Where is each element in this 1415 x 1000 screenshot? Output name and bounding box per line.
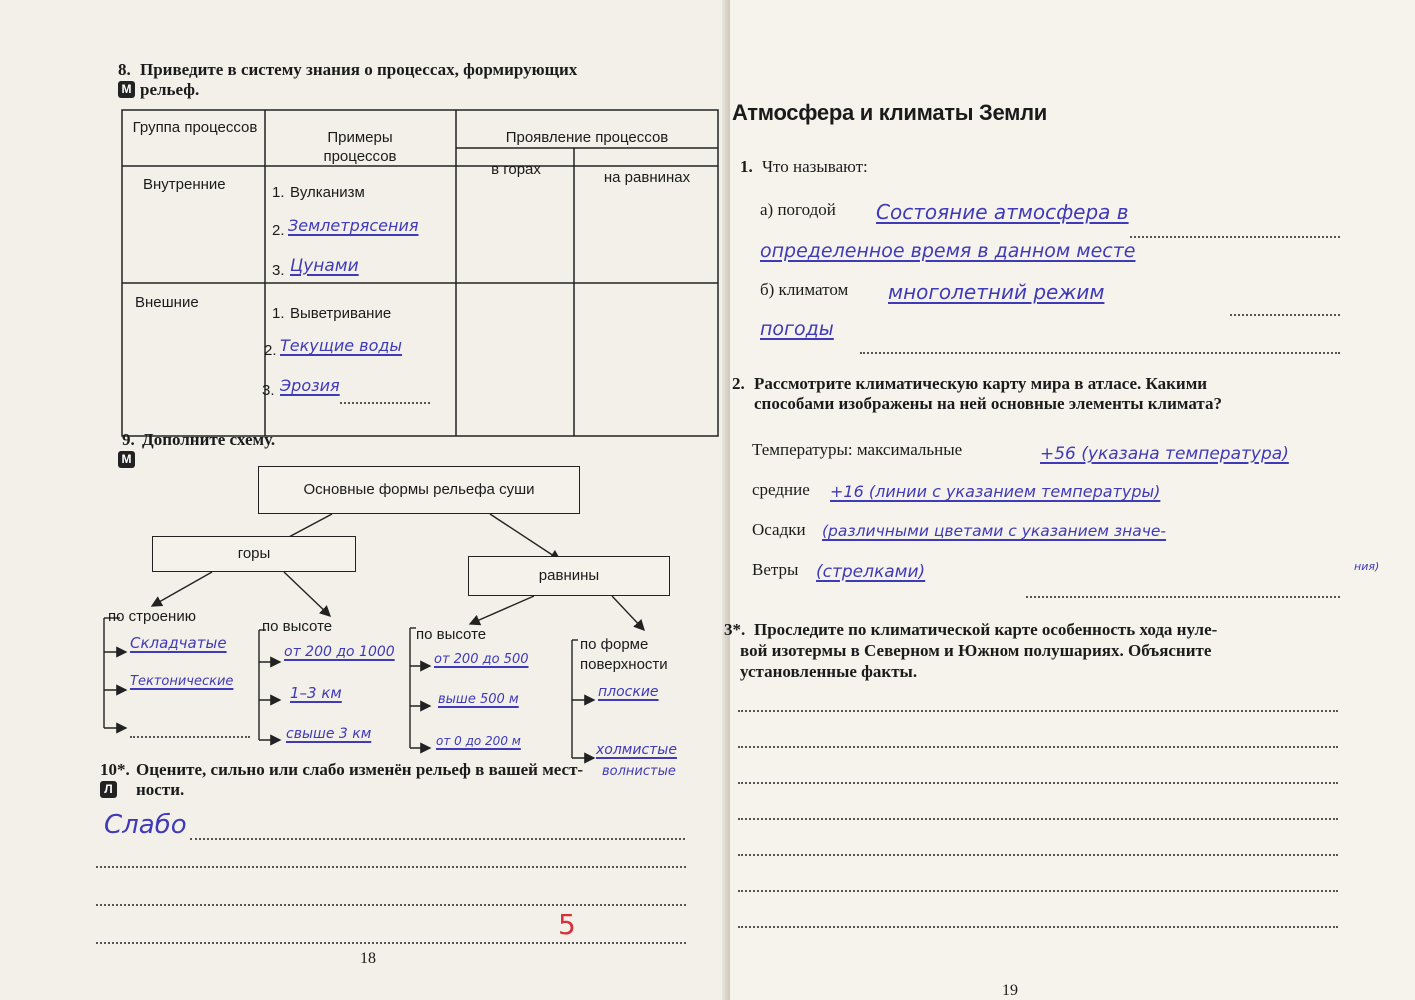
scheme-by-height-plains: по высоте [416, 626, 487, 643]
task1-number: 1. [740, 157, 753, 176]
task9-badge: М [118, 451, 135, 468]
scheme-answer: от 200 до 1000 [284, 644, 395, 660]
task8-number: 8. [118, 60, 131, 79]
table-header-examples: Примеры процессов [323, 129, 397, 165]
task1-a-label: а) погодой [760, 200, 836, 219]
answer-dotted-line [96, 866, 686, 868]
task2-text-line1: Рассмотрите климатическую карту мира в атласе. Какими [754, 374, 1208, 393]
scheme-answer: от 200 до 500 [434, 652, 529, 667]
answer-dotted-line [96, 904, 686, 906]
answer-dotted-line [738, 746, 1338, 748]
table-header-group: Группа процессов [132, 119, 258, 136]
task10-text-line2: ности. [136, 780, 185, 799]
table-item-answer: Цунами [290, 256, 359, 276]
task8-text-line2: рельеф. [140, 80, 200, 99]
table-item-num: 1. [272, 305, 285, 322]
scheme-answer: Складчатые [130, 634, 227, 652]
scheme-plains-box: равнины [468, 556, 670, 596]
task8-text-line1: Приведите в систему знания о процессах, формирующих [140, 60, 578, 79]
task2-temp-max-answer: +56 (указана температура) [1040, 444, 1289, 464]
table-item-printed: Вулканизм [290, 184, 365, 201]
task10-answer: Слабо [104, 810, 187, 840]
answer-dotted-line [738, 926, 1338, 928]
task1-a-answer: определенное время в данном месте [760, 240, 1136, 262]
answer-dotted-line [1130, 236, 1340, 238]
answer-dotted-line [190, 838, 685, 840]
scheme-answer: плоские [598, 684, 659, 700]
task2-wind-answer: (стрелками) [816, 562, 926, 582]
table-item-printed: Выветривание [290, 305, 392, 322]
task1-b-label: б) климатом [760, 280, 849, 299]
answer-dotted-line [130, 736, 250, 738]
table-header-plains: на равнинах [603, 169, 691, 186]
task2-precip-label: Осадки [752, 520, 806, 539]
answer-dotted-line [738, 782, 1338, 784]
scheme-by-height-mountains: по высоте [262, 618, 333, 635]
page-number-left: 18 [360, 950, 376, 967]
table-item-num: 3. [262, 382, 275, 399]
task3-text-line3: установленные факты. [740, 662, 918, 681]
table-row-internal-group: Внутренние [143, 176, 226, 193]
scheme-answer: холмистые [596, 742, 677, 758]
chapter-title: Атмосфера и климаты Земли [732, 100, 1048, 125]
table-item-answer: Землетрясения [288, 216, 419, 235]
scheme-by-surface-2: поверхности [580, 656, 668, 673]
page-number-right: 19 [1002, 982, 1018, 999]
table-item-num: 3. [272, 262, 285, 279]
task3-text-line2: вой изотермы в Северном и Южном полушариях. Объясните [740, 641, 1212, 660]
task1-text: Что называют: [762, 157, 868, 176]
scheme-answer: 1–3 км [290, 684, 342, 702]
answer-dotted-line [1026, 596, 1340, 598]
scheme-by-structure: по строению [108, 608, 196, 625]
task10-text-line1: Оцените, сильно или слабо изменён рельеф в вашей мест- [136, 760, 584, 779]
task1-a-answer: Состояние атмосфера в [876, 200, 1129, 224]
scheme-answer: выше 500 м [438, 692, 519, 707]
answer-dotted-line [860, 352, 1340, 354]
task10-badge: Л [100, 781, 117, 798]
scheme-mountains-box: горы [152, 536, 356, 572]
right-page [724, 0, 1415, 1000]
task2-number: 2. [732, 374, 745, 393]
task10-number: 10*. [100, 760, 130, 779]
grade-mark: 5 [558, 908, 576, 941]
answer-dotted-line [738, 710, 1338, 712]
scheme-answer: волнистые [602, 764, 676, 779]
task1-b-answer: погоды [760, 318, 834, 340]
scheme-root-box: Основные формы рельефа суши [258, 466, 580, 514]
task9-text: Дополните схему. [142, 430, 276, 449]
answer-dotted-line [738, 890, 1338, 892]
table-item-num: 2. [272, 222, 285, 239]
table-header-mountains: в горах [491, 161, 541, 178]
answer-dotted-line [96, 942, 686, 944]
answer-dotted-line [1230, 314, 1340, 316]
task2-temp-label: Температуры: максимальные [752, 440, 963, 459]
scheme-answer: свыше 3 км [286, 726, 372, 742]
task2-temp-avg-answer: +16 (линии с указанием температуры) [830, 482, 1161, 501]
task2-precip-answer-tail: ния) [1354, 560, 1380, 573]
task3-text-line1: Проследите по климатической карте особенность хода нуле- [754, 620, 1218, 639]
scheme-answer: от 0 до 200 м [436, 734, 521, 748]
task8-badge: М [118, 81, 135, 98]
scheme-by-surface-1: по форме [580, 636, 649, 653]
table-row-external-group: Внешние [135, 294, 199, 311]
task2-temp-avg-label: средние [752, 480, 810, 499]
task2-precip-answer: (различными цветами с указанием значе- [822, 522, 1167, 540]
table-item-num: 2. [264, 342, 277, 359]
task3-number: 3*. [724, 620, 746, 639]
task2-wind-label: Ветры [752, 560, 799, 579]
task2-text-line2: способами изображены на ней основные элементы климата? [754, 394, 1222, 413]
answer-dotted-line [738, 854, 1338, 856]
task1-b-answer: многолетний режим [888, 280, 1105, 304]
table-header-manifestation: Проявление процессов [505, 129, 669, 146]
task9-number: 9. [122, 430, 135, 449]
table-item-answer: Текущие воды [280, 336, 403, 355]
answer-dotted-line [738, 818, 1338, 820]
table-item-num: 1. [272, 184, 285, 201]
scheme-answer: Тектонические [130, 674, 234, 689]
table-item-answer: Эрозия [280, 376, 340, 395]
